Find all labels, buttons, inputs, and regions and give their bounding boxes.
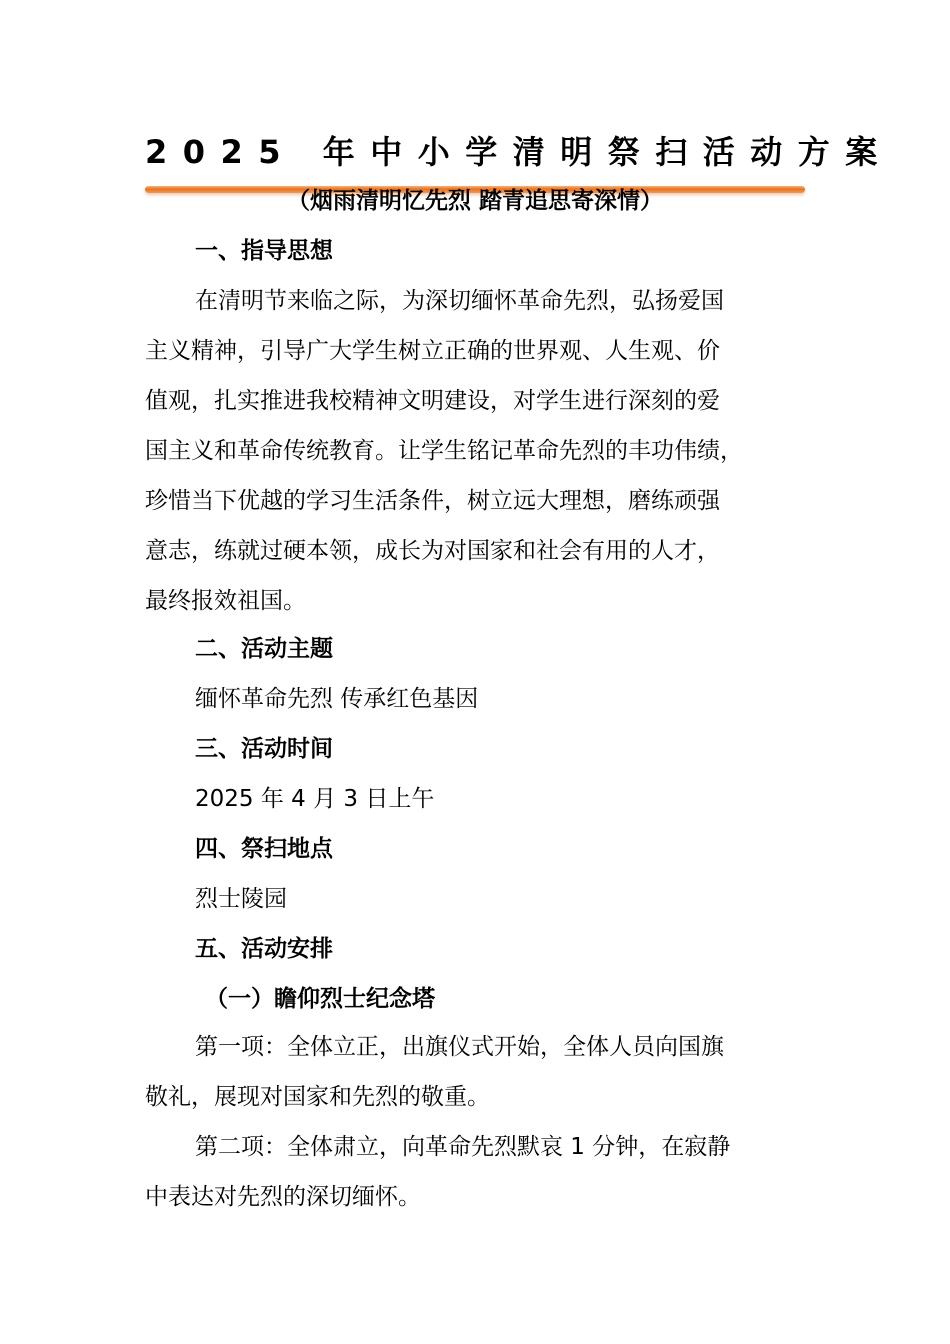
paragraph-line: 国主义和革命传统教育。让学生铭记革命先烈的丰功伟绩，: [145, 438, 743, 464]
paragraph-line: 在清明节来临之际，为深切缅怀革命先烈，弘扬爱国: [195, 288, 724, 314]
arrangement-item-2: [145, 1122, 810, 1222]
paragraph-line: 第一项：全体立正，出旗仪式开始，全体人员向国旗: [195, 1034, 724, 1060]
activity-time-text: 2025 年 4 月 3 日上午: [195, 786, 435, 812]
paragraph-line: 最终报效祖国。: [145, 588, 306, 614]
section-heading-activity-arrangement: 五、活动安排: [195, 936, 333, 962]
paragraph-line: 意志，练就过硬本领，成长为对国家和社会有用的人才，: [145, 538, 720, 564]
paragraph-line: 值观，扎实推进我校精神文明建设，对学生进行深刻的爱: [145, 388, 720, 414]
location-text: 烈士陵园: [195, 886, 287, 912]
section-heading-activity-theme: 二、活动主题: [195, 636, 333, 662]
section-paragraph-guiding-ideology: [145, 276, 810, 626]
paragraph-line: 第二项：全体肃立，向革命先烈默哀 1 分钟，在寂静: [195, 1134, 731, 1160]
section-heading-guiding-ideology: 一、指导思想: [195, 238, 333, 264]
paragraph-line: 珍惜当下优越的学习生活条件，树立远大理想，磨练顽强: [145, 488, 720, 514]
document-subtitle: （烟雨清明忆先烈 踏青追思寄深情）: [286, 188, 663, 214]
subsection-heading-monument: （一）瞻仰烈士纪念塔: [205, 986, 435, 1012]
document-title: 2025 年中小学清明祭扫活动方案: [145, 133, 893, 171]
paragraph-line: 中表达对先烈的深切缅怀。: [145, 1184, 421, 1210]
section-heading-location: 四、祭扫地点: [195, 836, 333, 862]
activity-theme-text: 缅怀革命先烈 传承红色基因: [195, 686, 479, 712]
paragraph-line: 主义精神，引导广大学生树立正确的世界观、人生观、价: [145, 338, 720, 364]
arrangement-item-1: [145, 1022, 810, 1122]
paragraph-line: 敬礼，展现对国家和先烈的敬重。: [145, 1084, 490, 1110]
section-heading-activity-time: 三、活动时间: [195, 736, 333, 762]
